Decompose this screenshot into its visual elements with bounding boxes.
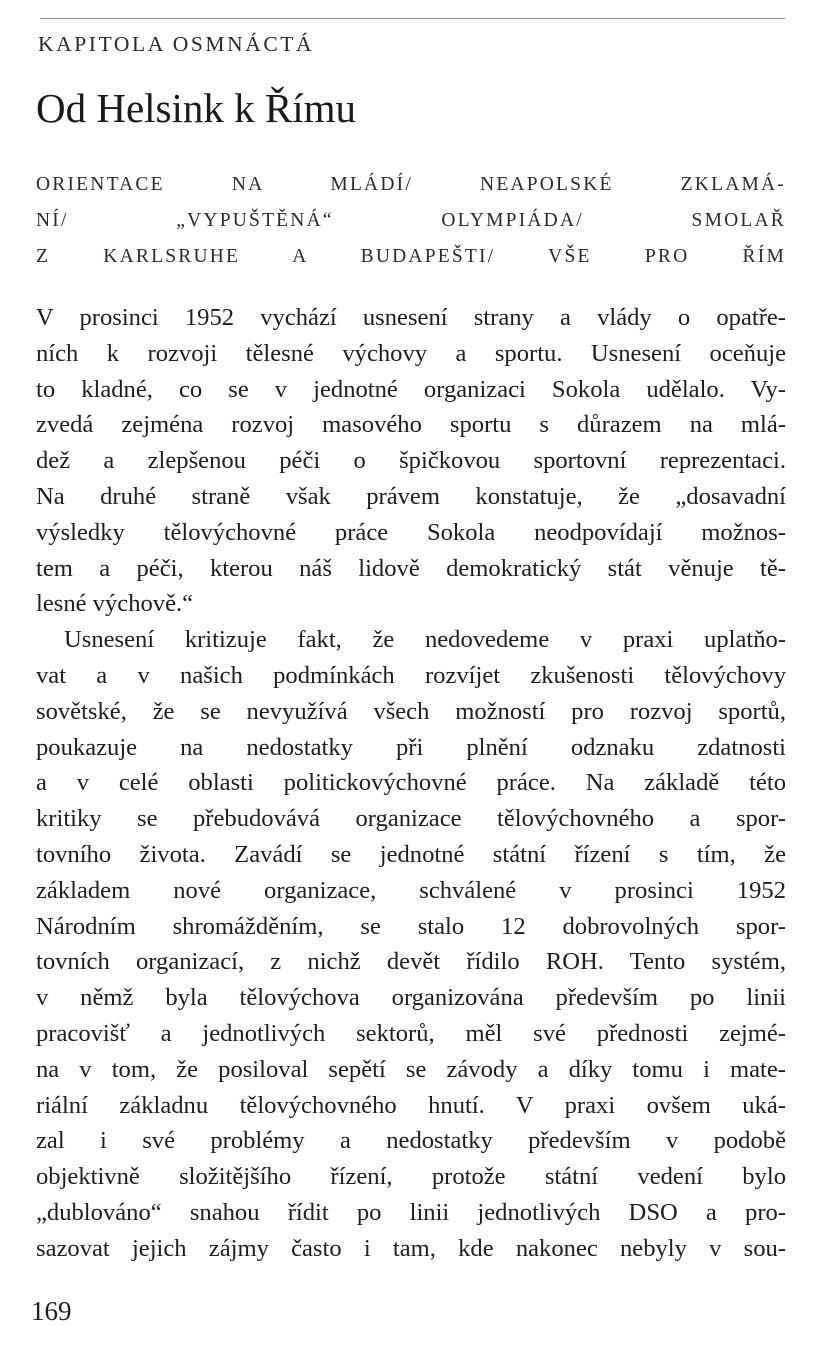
text-line: tem a péči, kterou náš lidově demokratický stát věnuje tě- — [36, 554, 786, 582]
text-line: vat a v našich podmínkách rozvíjet zkušenosti tělovýchovy — [36, 661, 786, 689]
text-line: poukazuje na nedostatky při plnění odznaku zdatnosti — [36, 733, 786, 761]
text-line: a v celé oblasti politickovýchovné práce. Na základě této — [36, 769, 786, 797]
chapter-summary — [36, 174, 786, 282]
paragraph-2 — [36, 622, 786, 1266]
text-line: sovětské, že se nevyužívá všech možností pro rozvoj sportů, — [36, 697, 786, 725]
summary-line: ORIENTACE NA MLÁDÍ/ NEAPOLSKÉ ZKLAMÁ- — [36, 174, 786, 195]
text-line: pracovišť a jednotlivých sektorů, měl své přednosti zejmé- — [36, 1019, 786, 1047]
page-number: 169 — [31, 1296, 72, 1326]
text-line: Na druhé straně však právem konstatuje, že „dosavadní — [36, 482, 786, 510]
text-line: dež a zlepšenou péči o špičkovou sportovní reprezentaci. — [36, 447, 786, 475]
text-line: tovních organizací, z nichž devět řídilo ROH. Tento systém, — [36, 948, 786, 976]
text-line: „dublováno“ snahou řídit po linii jednotlivých DSO a pro- — [36, 1198, 786, 1226]
text-line: riální základnu tělovýchovného hnutí. V praxi ovšem uká- — [36, 1091, 786, 1119]
text-line: základem nové organizace, schválené v prosinci 1952 — [36, 876, 786, 904]
text-line: kritiky se přebudovává organizace tělovýchovného a spor- — [36, 805, 786, 833]
top-rule — [40, 18, 785, 19]
text-line: zvedá zejména rozvoj masového sportu s důrazem na mlá- — [36, 411, 786, 439]
text-line: výsledky tělovýchovné práce Sokola neodpovídají možnos- — [36, 518, 786, 546]
text-line: v němž byla tělovýchova organizována především po linii — [36, 984, 786, 1012]
text-line: sazovat jejich zájmy často i tam, kde nakonec nebyly v sou- — [36, 1234, 786, 1262]
text-line: Usnesení kritizuje fakt, že nedovedeme v praxi uplatňo- — [64, 626, 786, 654]
text-line: ních k rozvoji tělesné výchovy a sportu. Usnesení oceňuje — [36, 339, 786, 367]
text-line: na v tom, že posiloval sepětí se závody a díky tomu i mate- — [36, 1055, 786, 1083]
text-line: tovního života. Zavádí se jednotné státní řízení s tím, že — [36, 840, 786, 868]
chapter-label: KAPITOLA OSMNÁCTÁ — [38, 32, 315, 56]
paragraph-1 — [36, 300, 786, 622]
text-line: zal i své problémy a nedostatky především v podobě — [36, 1127, 786, 1155]
text-line: to kladné, co se v jednotné organizaci Sokola udělalo. Vy- — [36, 375, 786, 403]
summary-line: NÍ/ „VYPUŠTĚNÁ“ OLYMPIÁDA/ SMOLAŘ — [36, 210, 786, 231]
text-line: V prosinci 1952 vychází usnesení strany a vlády o opatře- — [36, 304, 786, 331]
chapter-title: Od Helsink k Římu — [36, 85, 357, 131]
body-text — [36, 300, 786, 1267]
text-line: Národním shromážděním, se stalo 12 dobrovolných spor- — [36, 912, 786, 940]
text-line: lesné výchově.“ — [36, 590, 194, 618]
text-line: objektivně složitějšího řízení, protože státní vedení bylo — [36, 1163, 786, 1191]
summary-line: Z KARLSRUHE A BUDAPEŠTI/ VŠE PRO ŘÍM — [36, 246, 786, 267]
